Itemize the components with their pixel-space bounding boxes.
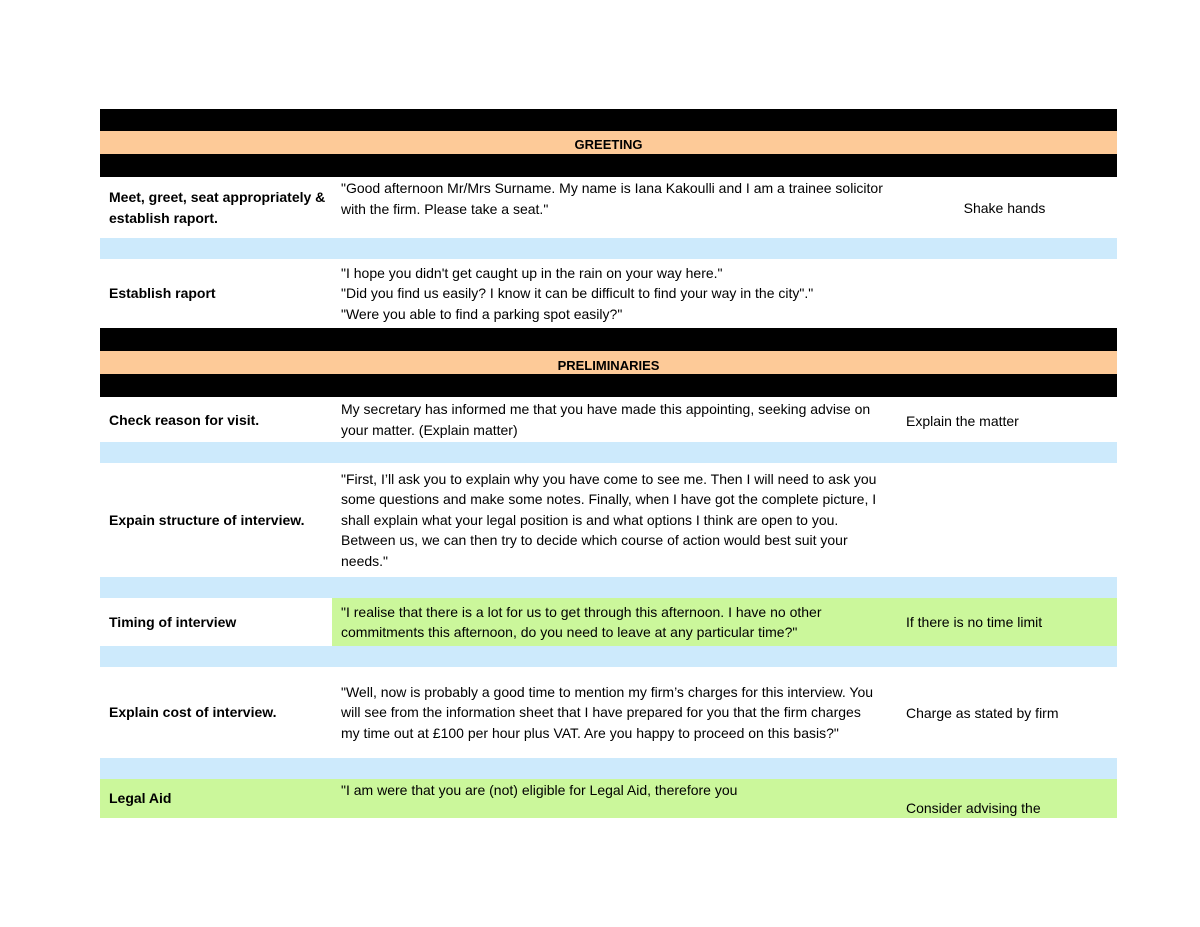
row-script: "Well, now is probably a good time to mention my firm’s charges for this interview. You will see from the information sheet that I have prepared for you that the firm charges my time out at £100 per hour plus VAT. Are you happy to proceed on this basis?" <box>341 683 874 741</box>
row-note: Charge as stated by firm <box>906 704 1059 721</box>
row-label: Timing of interview <box>100 598 332 646</box>
section-bar <box>100 328 1117 351</box>
row-note: If there is no time limit <box>906 614 1043 630</box>
row-separator <box>100 758 1117 779</box>
row-label: Check reason for visit. <box>109 412 260 428</box>
script-line: "Did you find us easily? I know it can be difficult to find your way in the city"." <box>341 285 814 302</box>
table-row-explain-cost <box>100 667 1117 758</box>
row-note: Consider advising the <box>906 800 1041 816</box>
table-row-timing <box>100 598 1117 646</box>
row-script: "First, I’ll ask you to explain why you have come to see me. Then I will need to ask you some questions and make some notes. Finally, when I have got the complete picture, I shall explain what your legal position is and what options I think are open to you. Between us, we can then try to decide which course of action would best suit your needs." <box>341 470 877 569</box>
section-bar <box>100 374 1117 397</box>
section-bar <box>100 154 1117 177</box>
row-note <box>892 463 1117 577</box>
table-row-explain-structure <box>100 463 1117 577</box>
row-label: Meet, greet, seat appropriately & establish raport. <box>109 188 326 226</box>
script-line: "I hope you didn't get caught up in the rain on your way here." <box>341 264 723 281</box>
table-row-check-reason <box>100 397 1117 442</box>
table-row-establish-raport <box>100 259 1117 328</box>
script-line: "Were you able to find a parking spot easily?" <box>341 305 623 322</box>
row-label: Explain cost of interview. <box>109 704 277 720</box>
row-separator <box>100 442 1117 463</box>
row-label: Establish raport <box>109 285 216 301</box>
row-script: "I am were that you are (not) eligible for Legal Aid, therefore you <box>341 782 738 798</box>
section-header-greeting: GREETING <box>100 131 1117 154</box>
section-header-preliminaries: PRELIMINARIES <box>100 351 1117 374</box>
row-script: My secretary has informed me that you have made this appointing, seeking advise on your matter. (Explain matter) <box>341 401 871 438</box>
row-label: Expain structure of interview. <box>109 511 305 528</box>
row-note <box>892 259 1117 328</box>
table-row-meet-greet <box>100 177 1117 238</box>
row-label: Legal Aid <box>109 790 172 806</box>
table-row-legal-aid <box>100 779 1117 818</box>
row-separator <box>100 238 1117 259</box>
row-script: "I realise that there is a lot for us to get through this afternoon. I have no other commitments this afternoon, do you need to leave at any particular time?" <box>341 603 822 640</box>
section-bar <box>100 109 1117 131</box>
row-note: Shake hands <box>963 199 1046 216</box>
row-script: "Good afternoon Mr/Mrs Surname. My name is Iana Kakoulli and I am a trainee solicitor with the firm. Please take a seat." <box>341 180 883 217</box>
row-note: Explain the matter <box>906 412 1019 429</box>
row-script <box>332 259 892 328</box>
row-separator <box>100 577 1117 598</box>
row-separator <box>100 646 1117 667</box>
